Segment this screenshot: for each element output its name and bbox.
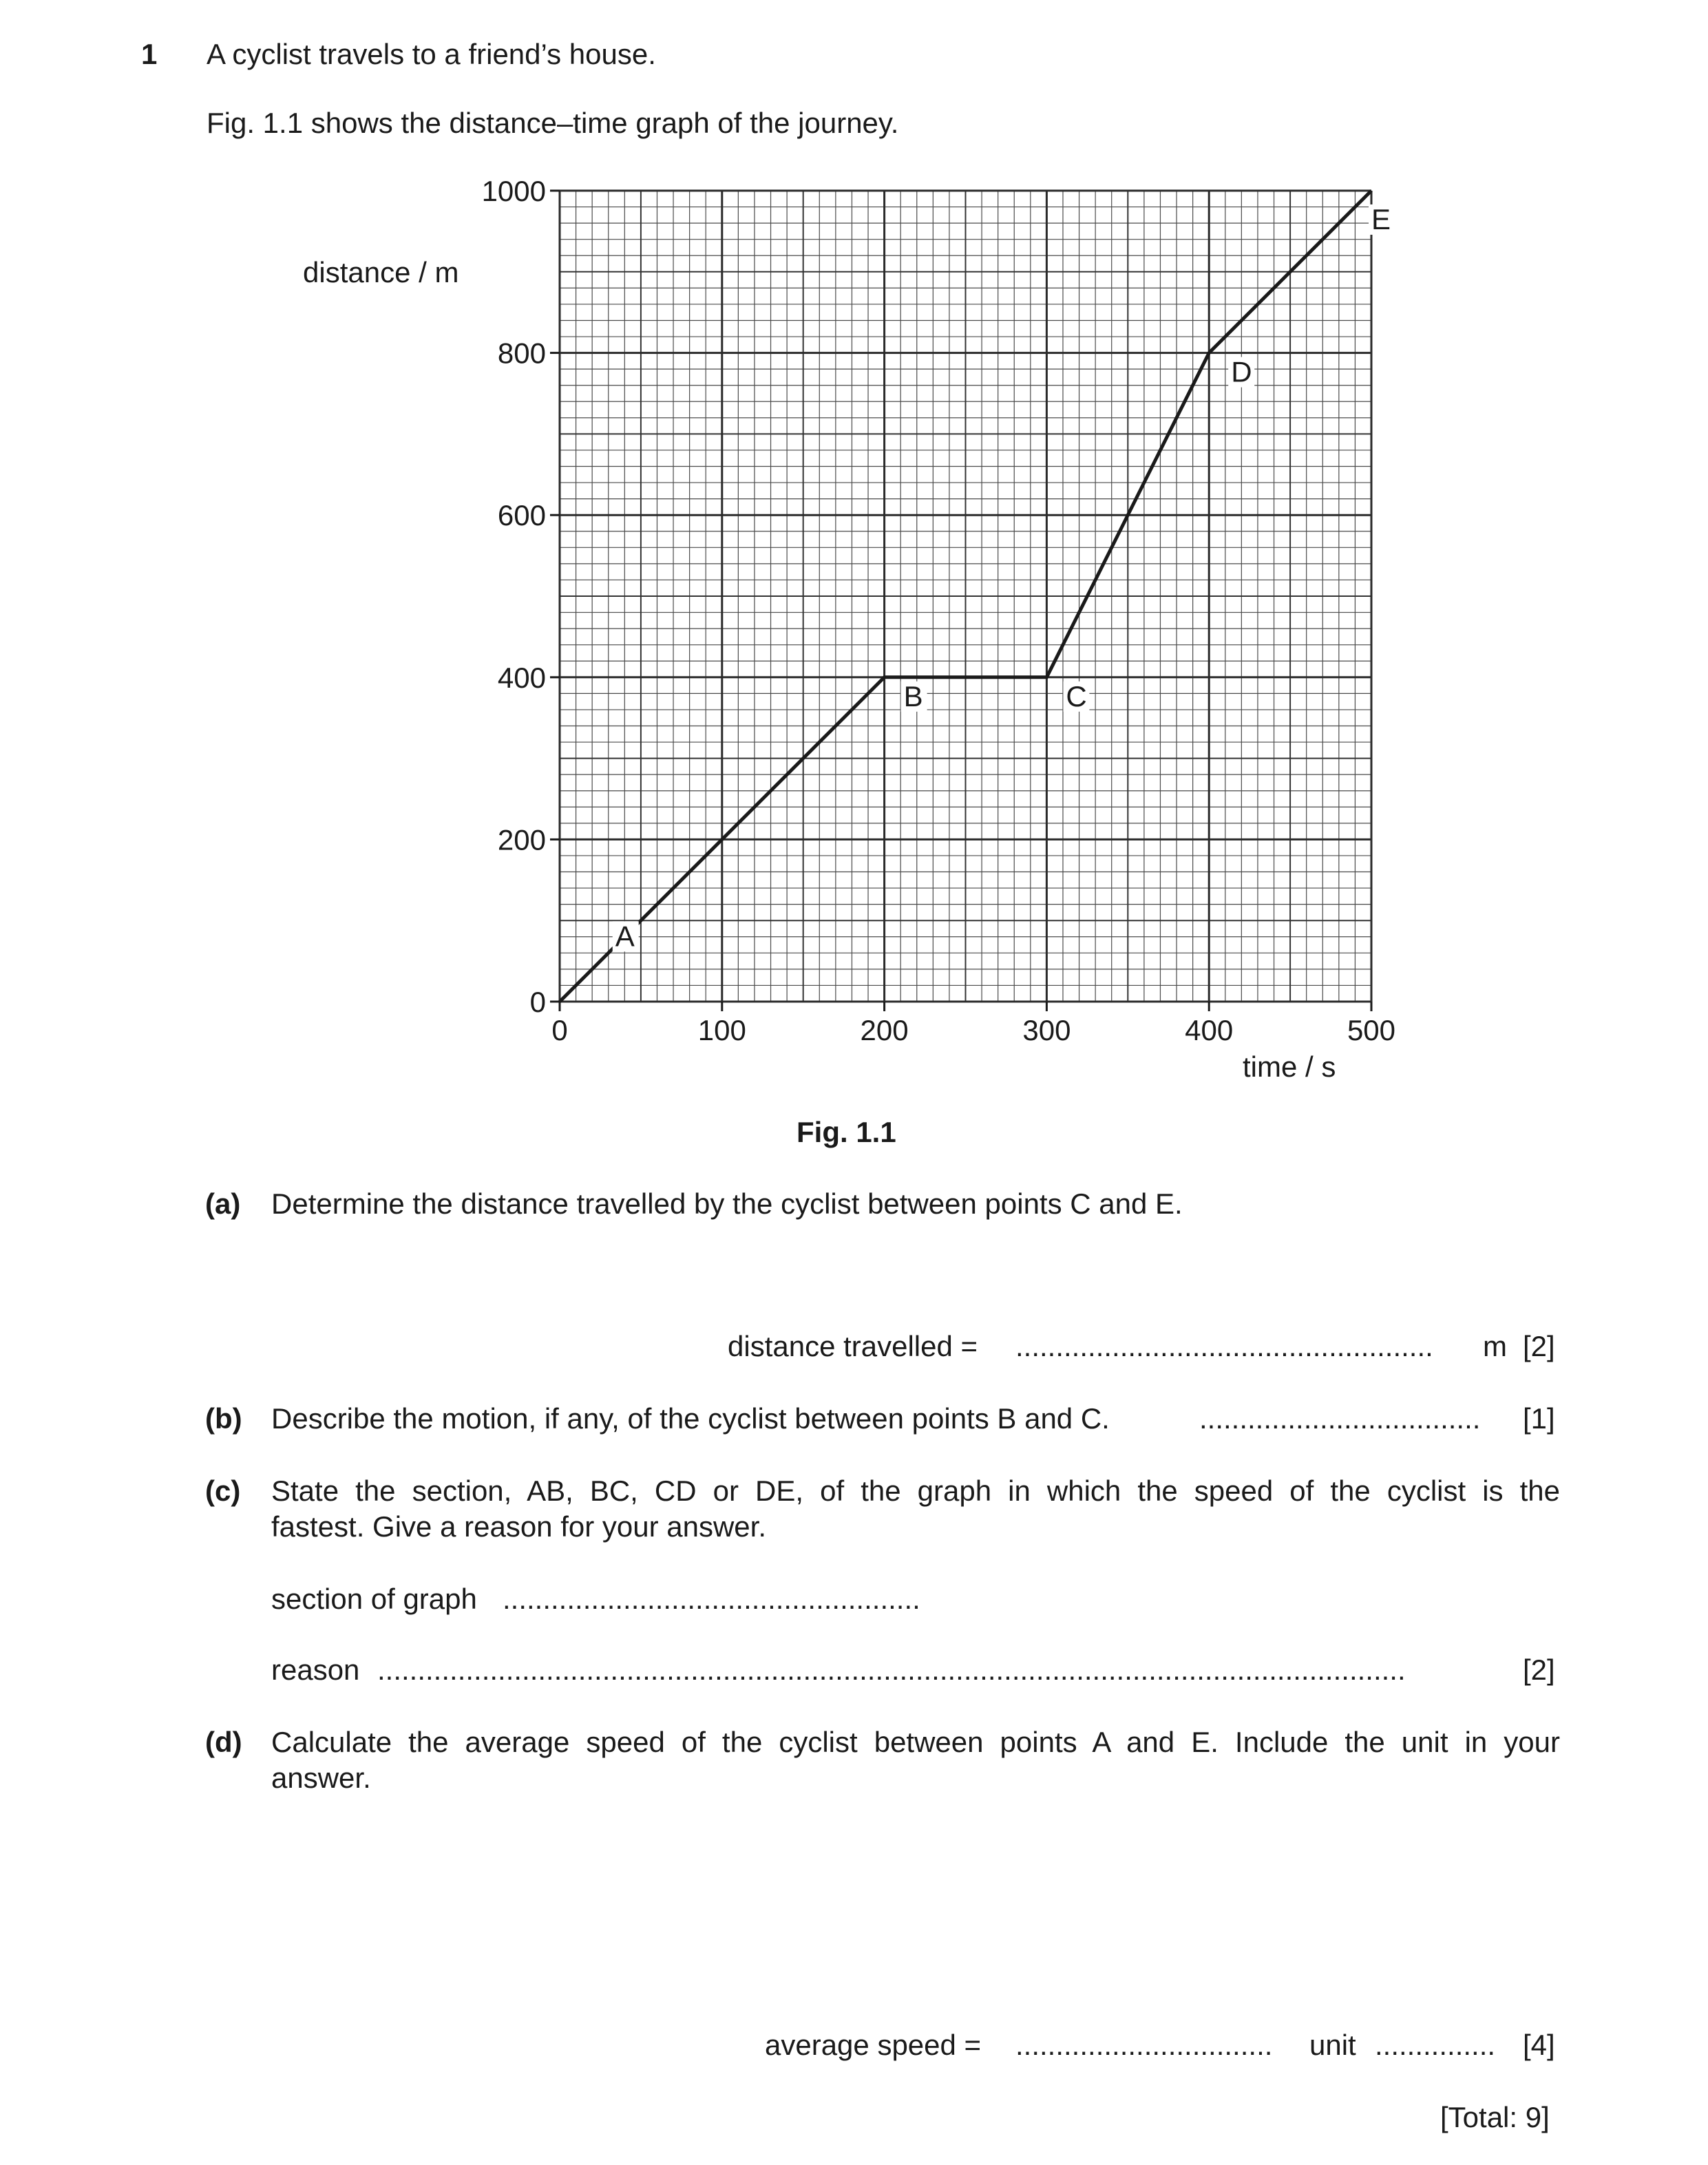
part-c-marks: [2] bbox=[1523, 1654, 1555, 1686]
y-tick-label: 200 bbox=[497, 823, 546, 856]
y-tick-label: 800 bbox=[497, 337, 546, 370]
part-c-label: (c) bbox=[205, 1475, 241, 1507]
part-c-text-line1: State the section, AB, BC, CD or DE, of the graph in which the speed of the cyclist is the bbox=[271, 1475, 1560, 1507]
point-label-d: D bbox=[1231, 355, 1252, 388]
part-d-text-line1: Calculate the average speed of the cyclist between points A and E. Include the unit in your bbox=[271, 1726, 1560, 1758]
x-tick-label: 100 bbox=[697, 1014, 746, 1046]
y-tick-label: 1000 bbox=[481, 175, 546, 207]
part-d-answer-prefix: average speed = bbox=[765, 2029, 982, 2061]
part-a-marks: [2] bbox=[1523, 1330, 1555, 1362]
x-tick-label: 500 bbox=[1347, 1014, 1396, 1046]
part-c-reason-field[interactable]: ................................................................................................................................ bbox=[377, 1656, 1406, 1685]
part-d-label: (d) bbox=[205, 1726, 242, 1758]
part-a-answer-field[interactable]: .................................................... bbox=[1015, 1330, 1433, 1362]
x-tick-label: 0 bbox=[551, 1014, 568, 1046]
part-d-answer-field[interactable]: ................................ bbox=[1015, 2029, 1273, 2061]
part-c-reason-prefix: reason bbox=[271, 1654, 360, 1686]
figure-caption: Fig. 1.1 bbox=[797, 1116, 896, 1148]
part-a-label: (a) bbox=[205, 1187, 241, 1220]
question-number: 1 bbox=[141, 38, 158, 70]
part-a-unit: m bbox=[1483, 1330, 1507, 1362]
question-stem: A cyclist travels to a friend’s house. bbox=[207, 38, 656, 70]
x-axis-tick-labels bbox=[551, 1014, 1395, 1046]
part-b-text: Describe the motion, if any, of the cyclist between points B and C. bbox=[271, 1402, 1110, 1435]
point-label-a: A bbox=[615, 920, 635, 953]
part-a-text: Determine the distance travelled by the cyclist between points C and E. bbox=[271, 1187, 1183, 1220]
point-label-c: C bbox=[1066, 679, 1087, 712]
part-d-unit-field[interactable]: ............... bbox=[1375, 2029, 1496, 2061]
part-d-unit-prefix: unit bbox=[1309, 2029, 1356, 2061]
part-b-marks: [1] bbox=[1523, 1402, 1555, 1435]
part-c-section-prefix: section of graph bbox=[271, 1583, 477, 1615]
figure-intro: Fig. 1.1 shows the distance–time graph of the journey. bbox=[207, 107, 899, 139]
x-tick-label: 400 bbox=[1185, 1014, 1234, 1046]
point-label-e: E bbox=[1371, 203, 1391, 235]
y-axis-tick-labels bbox=[482, 175, 546, 1018]
x-tick-label: 200 bbox=[860, 1014, 909, 1046]
part-c-section-field[interactable]: .................................................... bbox=[503, 1583, 920, 1615]
part-b-label: (b) bbox=[205, 1402, 242, 1435]
point-label-b: B bbox=[903, 679, 923, 712]
y-tick-label: 600 bbox=[497, 499, 546, 532]
y-tick-label: 0 bbox=[529, 986, 546, 1018]
y-tick-label: 400 bbox=[497, 661, 546, 694]
x-axis-label: time / s bbox=[1243, 1050, 1336, 1083]
x-tick-label: 300 bbox=[1022, 1014, 1071, 1046]
part-b-answer-field[interactable]: ................................... bbox=[1199, 1402, 1481, 1435]
part-c-text-line2: fastest. Give a reason for your answer. bbox=[271, 1510, 767, 1543]
part-d-text-line2: answer. bbox=[271, 1762, 371, 1794]
part-d-marks: [4] bbox=[1523, 2029, 1555, 2061]
total-marks: [Total: 9] bbox=[1440, 2101, 1550, 2133]
part-a-answer-prefix: distance travelled = bbox=[728, 1330, 978, 1362]
y-axis-label: distance / m bbox=[303, 256, 459, 288]
